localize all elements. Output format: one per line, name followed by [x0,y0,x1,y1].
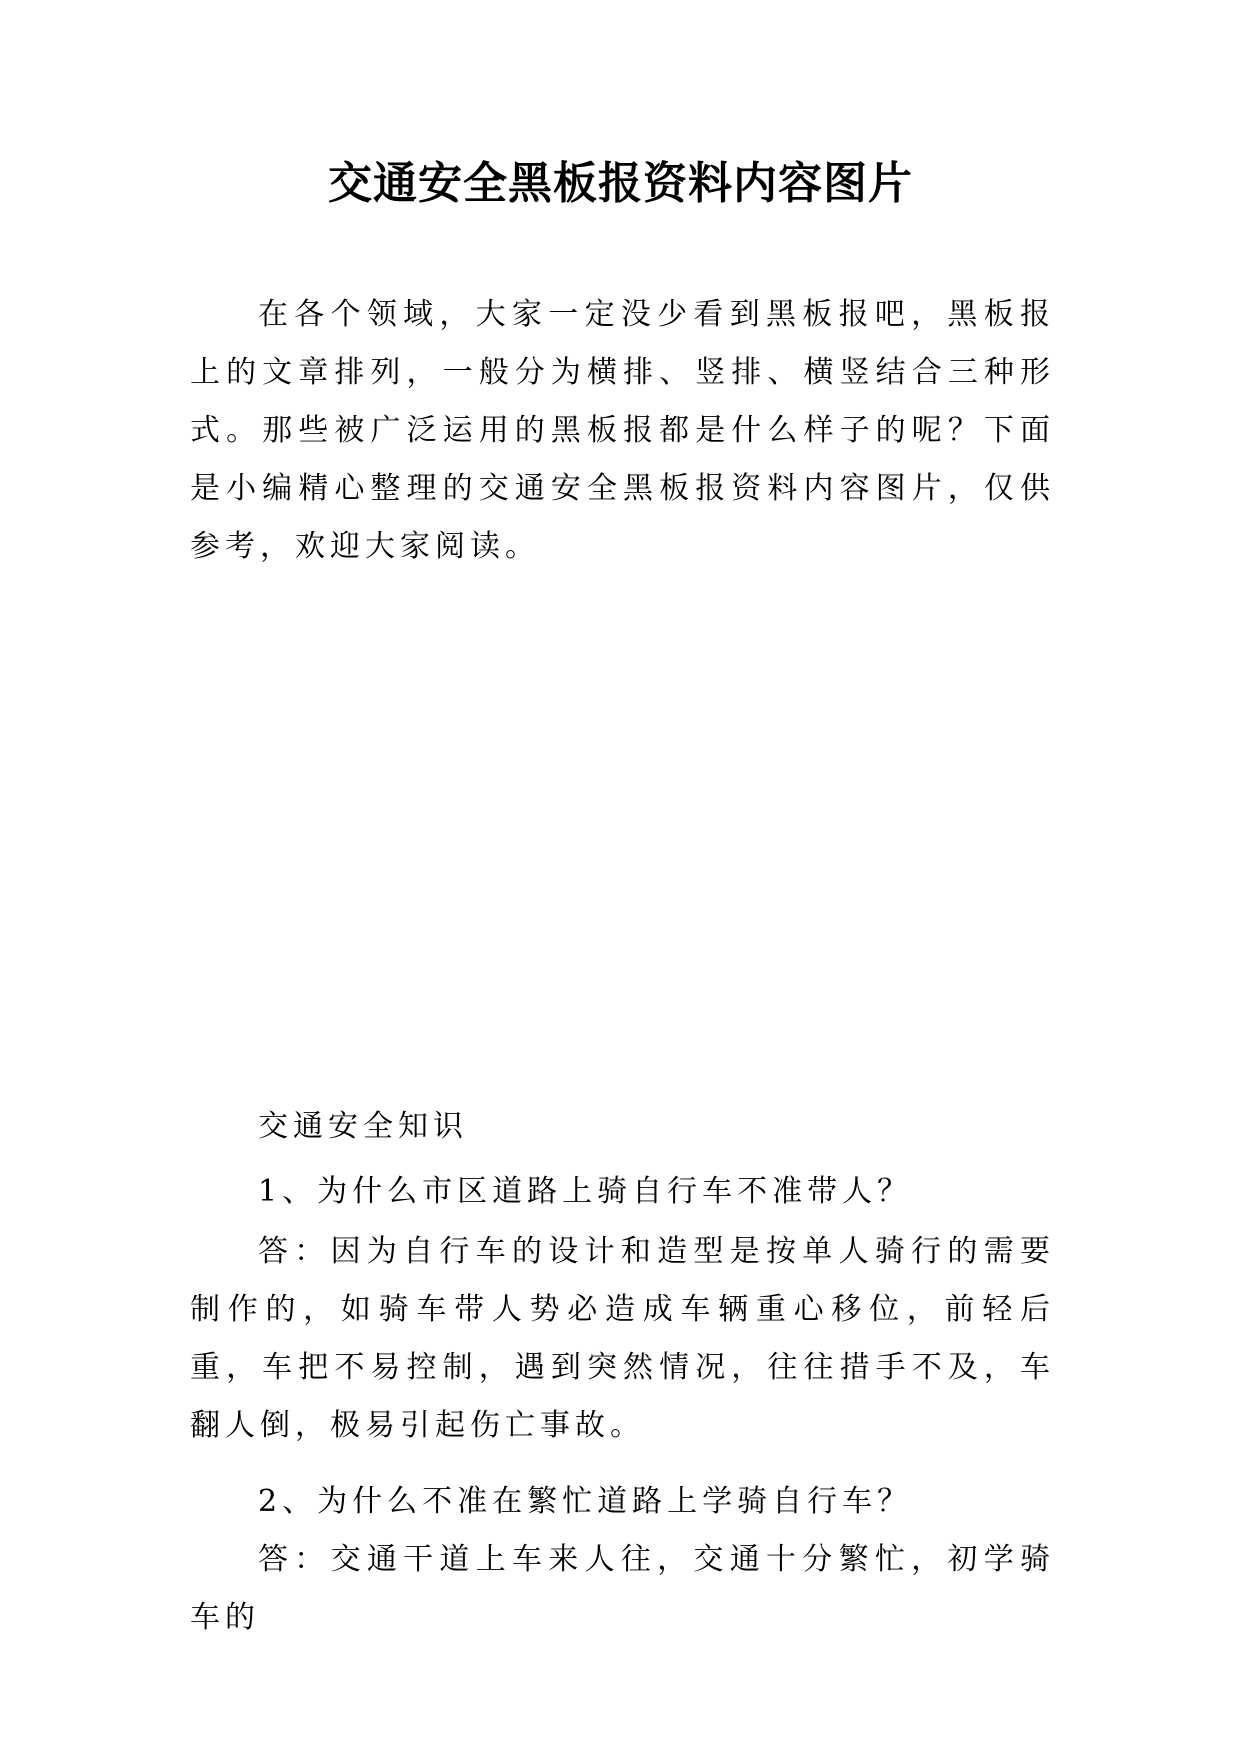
document-title: 交通安全黑板报资料内容图片 [328,158,913,209]
section-heading: 交通安全知识 [258,1109,468,1144]
question-2: 2、为什么不准在繁忙道路上学骑自行车？ [258,1484,913,1519]
question-1: 1、为什么市区道路上骑自行车不准带人？ [258,1174,913,1209]
answer-1: 答：因为自行车的设计和造型是按单人骑行的需要制作的，如骑车带人势必造成车辆重心移位，前轻后重，车把不易控制，遇到突然情况，往往措手不及，车翻人倒，极易引起伤亡事故。 [190,1234,1055,1443]
answer-2: 答：交通干道上车来人往，交通十分繁忙，初学骑车的 [190,1542,1055,1635]
intro-paragraph: 在各个领域，大家一定没少看到黑板报吧，黑板报上的文章排列，一般分为横排、竖排、横竖结合三种形式。那些被广泛运用的黑板报都是什么样子的呢？下面是小编精心整理的交通安全黑板报资料内容图片，仅供参考，欢迎大家阅读。 [190,297,1055,564]
